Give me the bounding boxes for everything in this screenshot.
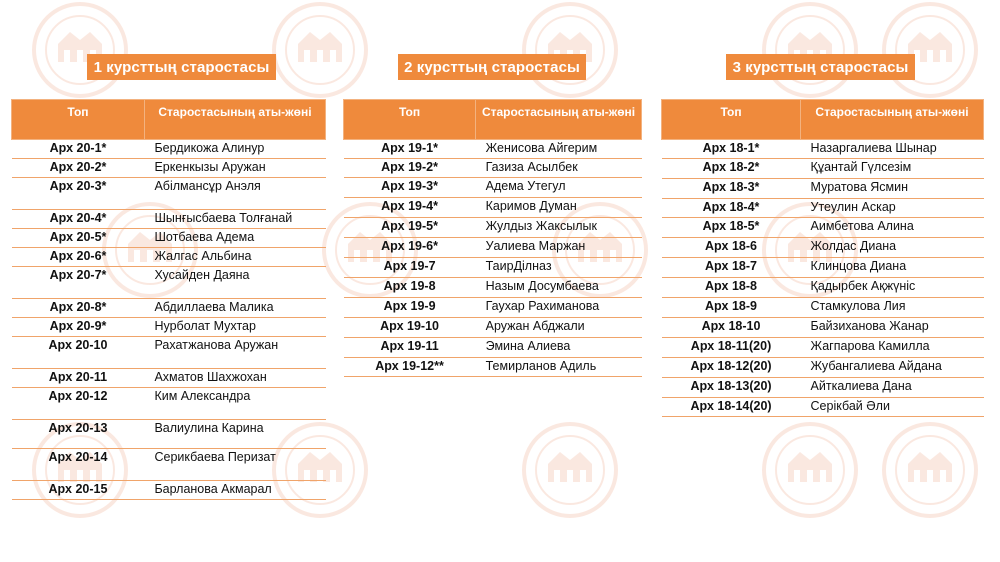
group-cell: Арх 20-8* <box>12 299 145 318</box>
table-row <box>12 248 326 267</box>
watermark-logo-icon <box>520 0 620 100</box>
name-cell: Ахматов Шахжохан <box>144 369 325 388</box>
group-cell: Арх 18-3* <box>662 179 801 199</box>
group-cell: Арх 20-10 <box>12 337 145 369</box>
name-cell: Аружан Абджали <box>476 318 642 338</box>
group-cell: Арх 20-11 <box>12 369 145 388</box>
name-cell: Жулдыз Жаксылык <box>476 218 642 238</box>
table-row <box>12 388 326 420</box>
name-cell: Құантай Гүлсезім <box>801 159 984 179</box>
group-cell: Арх 18-4* <box>662 199 801 218</box>
name-cell: Аимбетова Алина <box>801 218 984 238</box>
table-row <box>12 159 326 178</box>
watermark-logo-icon <box>880 0 980 100</box>
table-row <box>344 238 642 258</box>
watermark-logo-icon <box>760 420 860 520</box>
group-cell: Арх 20-5* <box>12 229 145 248</box>
name-cell: Ким Александра <box>144 388 325 420</box>
group-cell: Арх 18-10 <box>662 318 801 338</box>
table-row <box>662 238 984 258</box>
table-row <box>662 358 984 378</box>
header-group: Топ <box>662 100 801 140</box>
table-row <box>12 210 326 229</box>
name-cell: Айткалиева Дана <box>801 378 984 398</box>
name-cell: Валиулина Карина <box>144 420 325 449</box>
group-cell: Арх 19-12** <box>344 358 476 377</box>
name-cell: Назым Досумбаева <box>476 278 642 298</box>
group-cell: Арх 18-11(20) <box>662 338 801 358</box>
table-row <box>662 258 984 278</box>
name-cell: Хусайден Даяна <box>144 267 325 299</box>
name-cell: Утеулин Аскар <box>801 199 984 218</box>
watermark-logo-icon <box>270 0 370 100</box>
group-cell: Арх 20-6* <box>12 248 145 267</box>
group-cell: Арх 18-14(20) <box>662 398 801 417</box>
name-cell: Қадырбек Ақжүніс <box>801 278 984 298</box>
name-cell: Жолдас Диана <box>801 238 984 258</box>
table-row <box>12 369 326 388</box>
group-cell: Арх 20-15 <box>12 481 145 500</box>
course-2-title: 2 курсттың старостасы <box>398 54 586 80</box>
group-cell: Арх 19-3* <box>344 178 476 198</box>
table-row <box>12 267 326 299</box>
table-row <box>344 178 642 198</box>
name-cell: Жубангалиева Айдана <box>801 358 984 378</box>
group-cell: Арх 18-6 <box>662 238 801 258</box>
name-cell: Серикбаева Перизат <box>144 449 325 481</box>
name-cell: Еркенкызы Аружан <box>144 159 325 178</box>
course-3-title: 3 курсттың старостасы <box>726 54 915 80</box>
table-row <box>344 258 642 278</box>
course-1-title: 1 курсттың старостасы <box>87 54 276 80</box>
header-group: Топ <box>344 100 476 140</box>
course-3-table <box>661 99 984 417</box>
watermark-logo-icon <box>30 0 130 100</box>
group-cell: Арх 20-7* <box>12 267 145 299</box>
table-row <box>12 420 326 449</box>
group-cell: Арх 18-8 <box>662 278 801 298</box>
name-cell: Гаухар Рахиманова <box>476 298 642 318</box>
header-name: Старостасының аты-жөні <box>801 100 984 140</box>
watermark-logo-icon <box>880 420 980 520</box>
name-cell: Темирланов Адиль <box>476 358 642 377</box>
group-cell: Арх 20-14 <box>12 449 145 481</box>
group-cell: Арх 20-12 <box>12 388 145 420</box>
name-cell: Газиза Асылбек <box>476 159 642 178</box>
name-cell: Эмина Алиева <box>476 338 642 358</box>
group-cell: Арх 19-11 <box>344 338 476 358</box>
table-row <box>662 378 984 398</box>
course-1-table <box>11 99 326 500</box>
name-cell: Серікбай Әли <box>801 398 984 417</box>
group-cell: Арх 19-2* <box>344 159 476 178</box>
name-cell: Абдиллаева Малика <box>144 299 325 318</box>
table-row <box>12 337 326 369</box>
group-cell: Арх 19-8 <box>344 278 476 298</box>
name-cell: Клинцова Диана <box>801 258 984 278</box>
name-cell: Шынғысбаева Толғанай <box>144 210 325 229</box>
name-cell: Барланова Акмарал <box>144 481 325 500</box>
group-cell: Арх 19-1* <box>344 140 476 159</box>
table-row <box>12 449 326 481</box>
table-row <box>12 318 326 337</box>
table-row <box>662 199 984 218</box>
table-header-row <box>12 100 326 140</box>
table-row <box>662 298 984 318</box>
name-cell: Адема Утегул <box>476 178 642 198</box>
table-row <box>344 140 642 159</box>
table-header-row <box>344 100 642 140</box>
table-row <box>662 159 984 179</box>
group-cell: Арх 20-13 <box>12 420 145 449</box>
name-cell: Жагпарова Камилла <box>801 338 984 358</box>
table-row <box>12 299 326 318</box>
group-cell: Арх 18-1* <box>662 140 801 159</box>
table-row <box>662 140 984 159</box>
watermark-logo-icon <box>520 420 620 520</box>
table-row <box>662 338 984 358</box>
group-cell: Арх 18-2* <box>662 159 801 179</box>
group-cell: Арх 19-10 <box>344 318 476 338</box>
name-cell: Стамкулова Лия <box>801 298 984 318</box>
table-row <box>344 298 642 318</box>
group-cell: Арх 18-7 <box>662 258 801 278</box>
watermark-logo-icon <box>760 0 860 100</box>
name-cell: Рахатжанова Аружан <box>144 337 325 369</box>
group-cell: Арх 18-12(20) <box>662 358 801 378</box>
name-cell: Назаргалиева Шынар <box>801 140 984 159</box>
group-cell: Арх 18-13(20) <box>662 378 801 398</box>
header-name: Старостасының аты-жөні <box>476 100 642 140</box>
group-cell: Арх 19-5* <box>344 218 476 238</box>
table-row <box>344 338 642 358</box>
name-cell: Шотбаева Адема <box>144 229 325 248</box>
table-row <box>12 481 326 500</box>
group-cell: Арх 20-1* <box>12 140 145 159</box>
group-cell: Арх 19-6* <box>344 238 476 258</box>
header-group: Топ <box>12 100 145 140</box>
name-cell: Уалиева Маржан <box>476 238 642 258</box>
group-cell: Арх 20-9* <box>12 318 145 337</box>
table-row <box>344 198 642 218</box>
name-cell: Бердикожа Алинур <box>144 140 325 159</box>
table-header-row <box>662 100 984 140</box>
table-row <box>662 398 984 417</box>
table-row <box>662 278 984 298</box>
name-cell: ТаирДілназ <box>476 258 642 278</box>
name-cell: Муратова Ясмин <box>801 179 984 199</box>
name-cell: Каримов Думан <box>476 198 642 218</box>
group-cell: Арх 19-7 <box>344 258 476 278</box>
name-cell: Нурболат Мухтар <box>144 318 325 337</box>
name-cell: Жалгас Альбина <box>144 248 325 267</box>
table-row <box>344 358 642 377</box>
group-cell: Арх 20-4* <box>12 210 145 229</box>
group-cell: Арх 19-9 <box>344 298 476 318</box>
name-cell: Байзиханова Жанар <box>801 318 984 338</box>
name-cell: Абілмансұр Анэля <box>144 178 325 210</box>
table-row <box>344 159 642 178</box>
group-cell: Арх 19-4* <box>344 198 476 218</box>
group-cell: Арх 18-5* <box>662 218 801 238</box>
table-row <box>344 278 642 298</box>
group-cell: Арх 20-2* <box>12 159 145 178</box>
table-row <box>662 318 984 338</box>
table-row <box>344 318 642 338</box>
course-2-table <box>343 99 642 377</box>
table-row <box>12 178 326 210</box>
group-cell: Арх 18-9 <box>662 298 801 318</box>
table-row <box>12 140 326 159</box>
group-cell: Арх 20-3* <box>12 178 145 210</box>
table-row <box>12 229 326 248</box>
header-name: Старостасының аты-жөні <box>144 100 325 140</box>
table-row <box>344 218 642 238</box>
table-row <box>662 179 984 199</box>
name-cell: Женисова Айгерим <box>476 140 642 159</box>
table-row <box>662 218 984 238</box>
